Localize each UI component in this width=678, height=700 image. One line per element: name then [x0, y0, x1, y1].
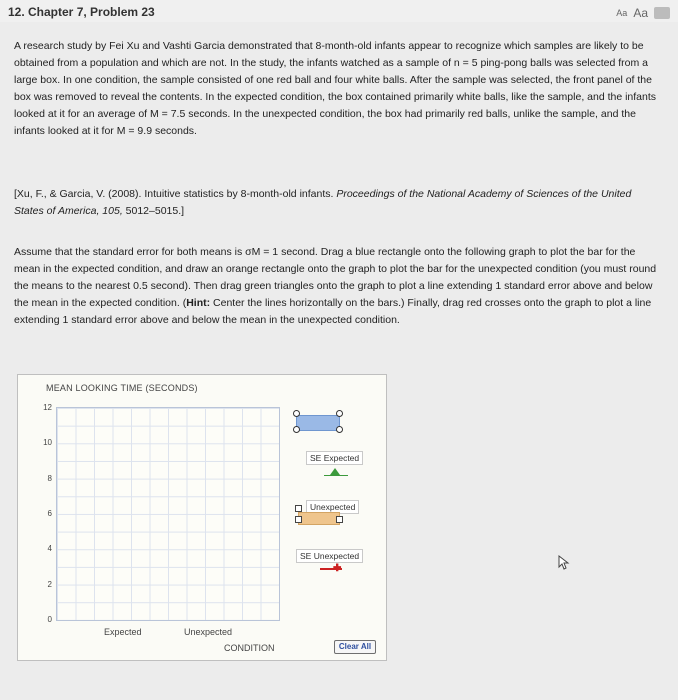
- y-tick-6: 6: [47, 509, 52, 518]
- problem-header: [0, 0, 678, 22]
- y-axis-title: MEAN LOOKING TIME (SECONDS): [46, 383, 198, 393]
- unexpected-bar-handle-top-left[interactable]: [295, 505, 302, 512]
- mouse-cursor-icon: [557, 554, 571, 570]
- bookmark-icon[interactable]: [654, 7, 670, 19]
- hint-label: Hint:: [186, 297, 211, 309]
- unexpected-bar-handle-bottom-right[interactable]: [336, 516, 343, 523]
- clear-all-button[interactable]: Clear All: [334, 640, 376, 654]
- x-tick-expected: Expected: [104, 627, 142, 637]
- citation-prefix: [Xu, F., & Garcia, V. (2008). Intuitive statistics by 8-month-old infants.: [14, 188, 337, 200]
- instructions-part2: Center the lines horizontally on the bars.) Finally, drag red crosses onto the graph to plot a line extending 1 standard error above and below the mean in the unexpected condition.: [14, 297, 652, 326]
- red-cross-icon[interactable]: ✚: [333, 563, 342, 574]
- problem-title: 12. Chapter 7, Problem 23: [8, 5, 155, 19]
- expected-bar-handle-top-left[interactable]: [293, 410, 300, 417]
- se-expected-line: [324, 475, 348, 476]
- instructions: [14, 244, 662, 329]
- y-tick-12: 12: [43, 403, 52, 412]
- se-expected-label: SE Expected: [306, 451, 363, 465]
- unexpected-bar-handle-bottom-left[interactable]: [295, 516, 302, 523]
- x-tick-unexpected: Unexpected: [184, 627, 233, 637]
- decrease-font-button[interactable]: Aa: [616, 8, 628, 18]
- increase-font-button[interactable]: Aa: [633, 6, 648, 20]
- font-size-controls: [616, 6, 670, 20]
- y-tick-2: 2: [47, 580, 52, 589]
- citation-journal: Proceedings of the National Academy of Sciences of the United States of America, 105,: [14, 188, 632, 217]
- green-triangle-icon[interactable]: [330, 468, 340, 475]
- x-axis-title: CONDITION: [224, 643, 275, 653]
- citation-suffix: 5012–5015.]: [122, 205, 185, 217]
- unexpected-bar-tool[interactable]: [298, 512, 340, 525]
- y-tick-4: 4: [47, 544, 52, 553]
- y-tick-8: 8: [47, 474, 52, 483]
- problem-description: A research study by Fei Xu and Vashti Garcia demonstrated that 8-month-old infants appear to recognize which samples are likely to be obtained from a population and which are not. In the study, the infants watched as a sample of n = 5 ping-pong balls was selected from a large box. In one condition, the sample consisted of one red ball and four white balls. After the sample was selected, the front panel of the box was removed to reveal the contents. In the expected condition, the box contained primarily white balls, like the sample, and the infants looked at it for an average of M = 7.5 seconds. In the unexpected condition, the box had primarily red balls, unlike the sample, and the infants looked at it for M = 9.9 seconds.: [14, 40, 657, 137]
- graph-panel: [17, 374, 387, 661]
- citation: [14, 186, 662, 220]
- expected-bar-handle-top-right[interactable]: [336, 410, 343, 417]
- unexpected-label: Unexpected: [306, 500, 359, 514]
- y-tick-0: 0: [47, 615, 52, 624]
- se-unexpected-label: SE Unexpected: [296, 549, 363, 563]
- expected-bar-tool[interactable]: [296, 415, 340, 431]
- expected-bar-handle-bottom-left[interactable]: [293, 426, 300, 433]
- instructions-part1: Assume that the standard error for both means is σM = 1 second. Drag a blue rectangle onto the following graph to plot the bar for the mean in the expected condition, and draw an orange rectangle onto the graph to plot the bar for the unexpected condition (you must round the means to the nearest 0.5 second). Then drag green triangles onto the graph to plot a line extending 1 standard error above and below the mean in the expected condition. (: [14, 246, 657, 309]
- expected-bar-handle-bottom-right[interactable]: [336, 426, 343, 433]
- y-tick-10: 10: [43, 438, 52, 447]
- plot-area[interactable]: [56, 407, 280, 621]
